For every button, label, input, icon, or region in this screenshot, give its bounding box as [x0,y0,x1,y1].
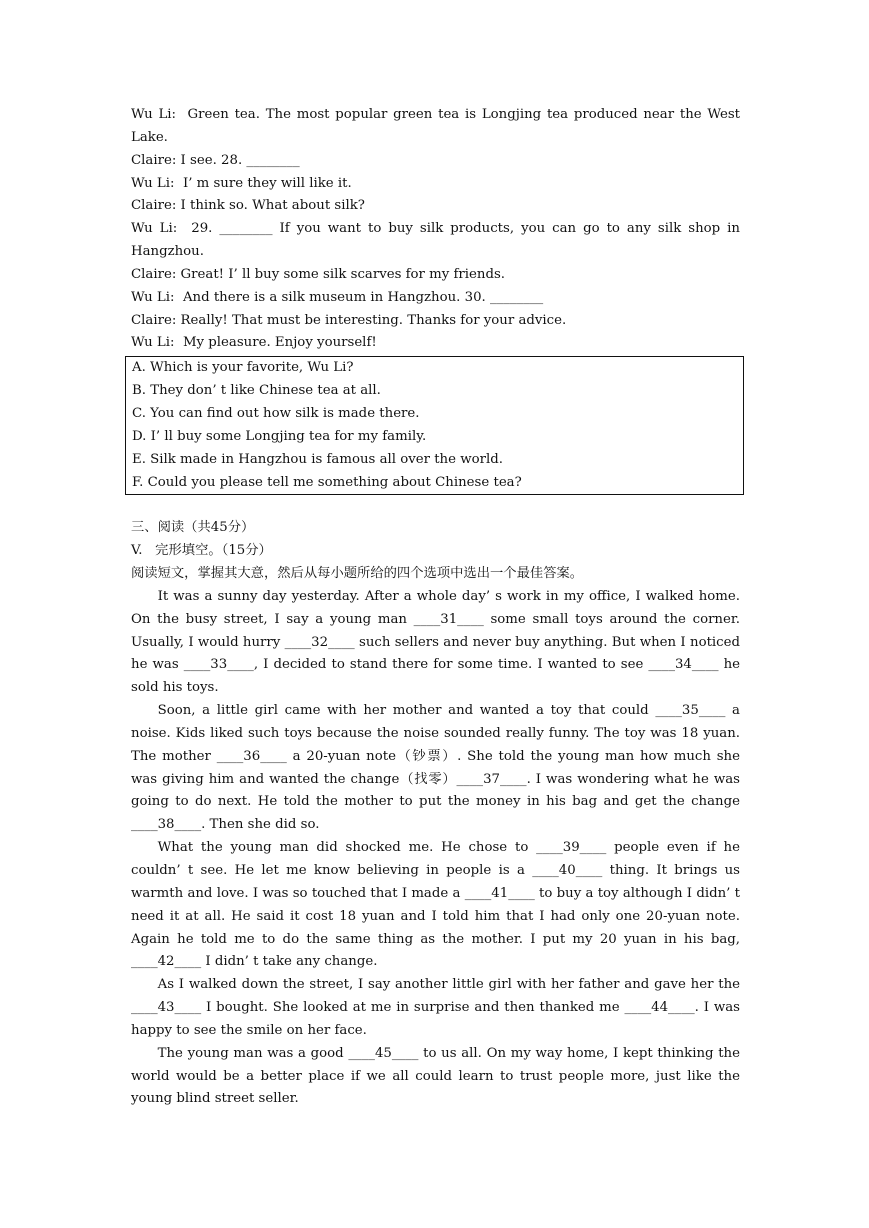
subsection-title: V. 完形填空。（15分） [131,543,272,559]
utterance: Really! That must be interesting. Thanks for your advice. [180,312,567,328]
dialogue [131,104,745,355]
dialogue-line [131,264,740,287]
speaker: Claire: [131,312,181,328]
dialogue-line [131,287,740,310]
speaker: Wu Li: [131,107,188,122]
speaker: Wu Li: [131,335,183,351]
utterance: I see. 28. ________ [180,152,300,168]
utterance: My pleasure. Enjoy yourself! [182,335,377,351]
speaker: Claire: [131,266,181,282]
speaker: Wu Li: [131,289,183,305]
option-c: C. You can find out how silk is made there. [132,405,420,421]
dialogue-line [131,173,740,196]
paragraph: It was a sunny day yesterday. After a whole day’ s work in my office, I walked home. On the busy street, I say a young man ____31____ some small toys around the corner. Usually, I would hurry ____32____ such sellers and never buy anything. But when I noticed he was ____33____, I decided to stand there for some time. I wanted to see ____34____ he sold his toys. [131,588,740,696]
document-page [131,104,745,1111]
utterance: Green tea. The most popular green tea is Longjing tea produced near the West Lake. [131,107,745,145]
paragraph: What the young man did shocked me. He chose to ____39____ people even if he couldn’ t see. He let me know believing in people is a ____40____ thing. It brings us warmth and love. I was so touched that I made a ____41____ to buy a toy although I didn’ t need it at all. He said it cost 18 yuan and I told him that I had only one 20-yuan note. Again he told me to do the same thing as the mother. I put my 20 yuan in his bag, ____42____ I didn’ t take any change. [131,840,740,970]
dialogue-line [131,104,745,150]
dialogue-line [131,195,740,218]
speaker: Wu Li: [131,175,183,191]
speaker: Wu Li: [131,221,192,237]
utterance: I’ m sure they will like it. [182,175,352,191]
option-e: E. Silk made in Hangzhou is famous all over the world. [132,451,503,467]
instruction: 阅读短文，掌握其大意，然后从每小题所给的四个选项中选出一个最佳答案。 [131,566,584,582]
utterance: Great! I’ ll buy some silk scarves for my friends. [180,266,506,282]
options-box [125,356,744,495]
dialogue-line [131,332,740,355]
dialogue-line [131,218,745,264]
paragraph: As I walked down the street, I say another little girl with her father and gave her the ____43____ I bought. She looked at me in surprise and then thanked me ____44____. I was happy to see the smile on her face. [131,977,740,1038]
utterance: And there is a silk museum in Hangzhou. 30. ________ [182,289,544,305]
utterance: I think so. What about silk? [180,198,365,214]
option-b: B. They don’ t like Chinese tea at all. [132,383,381,399]
reading-section [131,517,740,1111]
section-title: 三、阅读（共45分） [131,520,255,536]
utterance: 29. ________ If you want to buy silk products, you can go to any silk shop in Hangzhou. [131,221,745,260]
paragraph: The young man was a good ____45____ to us all. On my way home, I kept thinking the world would be a better place if we all could learn to trust people more, just like the young blind street seller. [131,1045,740,1107]
speaker: Claire: [131,198,181,214]
speaker: Claire: [131,152,181,168]
paragraph: Soon, a little girl came with her mother and wanted a toy that could ____35____ a noise. Kids liked such toys because the noise sounded really funny. The toy was 18 yuan. The mother ____36____ a 20-yuan note（钞票）. She told the young man how much she was giving him and wanted the change（找零）____37____. I was wondering what he was going to do next. He told the mother to put the money in his bag and get the change ____38____. Then she did so. [131,703,740,833]
dialogue-line [131,150,740,173]
dialogue-line [131,310,740,333]
option-f: F. Could you please tell me something about Chinese tea? [132,474,522,490]
option-a: A. Which is your favorite, Wu Li? [132,360,354,376]
option-d: D. I’ ll buy some Longjing tea for my family. [132,428,427,444]
